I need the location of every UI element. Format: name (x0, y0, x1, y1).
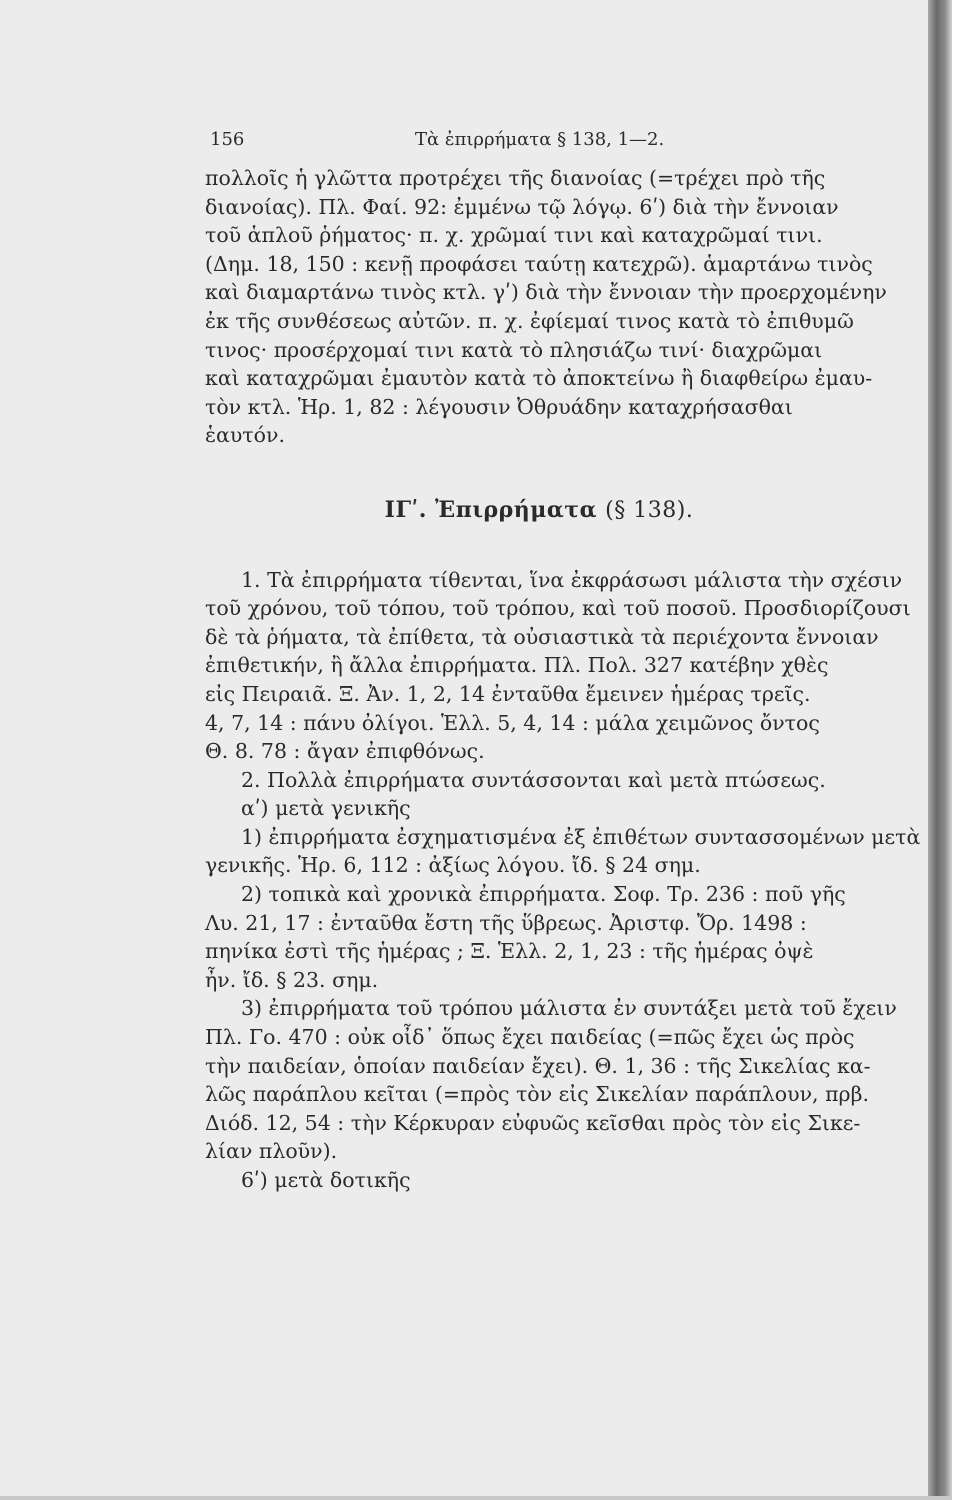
text-line: δὲ τὰ ῥήματα, τὰ ἐπίθετα, τὰ οὐσιαστικὰ τὰ περιέχοντα ἔννοιαν (205, 624, 879, 649)
text-line: τοῦ χρόνου, τοῦ τόπου, τοῦ τρόπου, καὶ τοῦ ποσοῦ. Προσδιορίζουσι (205, 596, 911, 621)
item-2 (205, 880, 873, 994)
section-heading-ref: (§ 138). (605, 497, 694, 523)
text-line: 2. Πολλὰ ἐπιρρήματα συντάσσονται καὶ μετὰ πτώσεως. (241, 767, 826, 792)
intro-paragraph (205, 164, 887, 450)
running-title: Τὰ ἐπιρρήματα § 138, 1—2. (415, 129, 665, 150)
page-number: 156 (210, 129, 245, 150)
text-line: εἰς Πειραιᾶ. Ξ. Ἀν. 1, 2, 14 ἐνταῦθα ἔμεινεν ἡμέρας τρεῖς. (205, 681, 811, 706)
subsection-beta (205, 1166, 873, 1195)
item-1 (205, 823, 921, 880)
running-head (205, 120, 873, 154)
paragraph-2 (205, 766, 873, 795)
text-line: λίαν πλοῦν). (205, 1139, 338, 1164)
text-line: διανοίας). Πλ. Φαί. 92: ἐμμένω τῷ λόγῳ. 6ʹ) διὰ τὴν ἔννοιαν (205, 194, 839, 219)
binding-edge (928, 0, 952, 1500)
text-line: 1) ἐπιρρήματα ἐσχηματισμένα ἐξ ἐπιθέτων συντασσομένων μετὰ (241, 824, 921, 849)
subsection-alpha (205, 794, 873, 823)
text-line: Πλ. Γο. 470 : οὐκ οἶδ᾽ ὅπως ἔχει παιδείας (=πῶς ἔχει ὡς πρὸς (205, 1025, 855, 1050)
text-line: Διόδ. 12, 54 : τὴν Κέρκυραν εὐφυῶς κεῖσθαι πρὸς τὸν εἰς Σικε- (205, 1110, 861, 1135)
text-line: 2) τοπικὰ καὶ χρονικὰ ἐπιρρήματα. Σοφ. Τρ. 236 : ποῦ γῆς (241, 882, 846, 907)
text-line: ἐκ τῆς συνθέσεως αὐτῶν. π. χ. ἐφίεμαί τινος κατὰ τὸ ἐπιθυμῶ (205, 308, 854, 333)
text-line: τὴν παιδείαν, ὁποίαν παιδείαν ἔχει). Θ. 1, 36 : τῆς Σικελίας κα- (205, 1053, 871, 1078)
text-line: 3) ἐπιρρήματα τοῦ τρόπου μάλιστα ἐν συντάξει μετὰ τοῦ ἔχειν (241, 996, 897, 1021)
text-line: τινος· προσέρχομαί τινι κατὰ τὸ πλησιάζω τινί· διαχρῶμαι (205, 337, 823, 362)
text-line: (Δημ. 18, 150 : κενῇ προφάσει ταύτῃ κατεχρῶ). ἁμαρτάνω τινὸς (205, 251, 873, 276)
text-line: καὶ καταχρῶμαι ἐμαυτὸν κατὰ τὸ ἀποκτείνω ἢ διαφθείρω ἐμαυ- (205, 366, 873, 391)
text-line: 1. Τὰ ἐπιρρήματα τίθενται, ἵνα ἐκφράσωσι μάλιστα τὴν σχέσιν (241, 567, 903, 592)
page-bottom-edge (0, 1496, 952, 1500)
text-line: γενικῆς. Ἡρ. 6, 112 : ἀξίως λόγου. ἴδ. § 24 σημ. (205, 853, 701, 878)
text-line: ἑαυτόν. (205, 423, 285, 448)
text-line: 4, 7, 14 : πάνυ ὀλίγοι. Ἑλλ. 5, 4, 14 : μάλα χειμῶνος ὄντος (205, 710, 820, 735)
item-3 (205, 994, 897, 1166)
text-line: Θ. 8. 78 : ἄγαν ἐπιφθόνως. (205, 739, 485, 764)
text-line: 6ʹ) μετὰ δοτικῆς (241, 1168, 411, 1192)
section-heading-title: ΙΓʹ. Ἐπιρρήματα (384, 496, 597, 523)
text-line: πολλοῖς ἡ γλῶττα προτρέχει τῆς διανοίας (=τρέχει πρὸ τῆς (205, 166, 826, 190)
page-content (205, 120, 921, 1195)
text-line: ἦν. ἴδ. § 23. σημ. (205, 967, 379, 992)
text-line: Λυ. 21, 17 : ἐνταῦθα ἔστη τῆς ὕβρεως. Ἀριστφ. Ὄρ. 1498 : (205, 910, 807, 935)
section-heading (205, 496, 873, 526)
text-line: αʹ) μετὰ γενικῆς (241, 796, 411, 821)
paragraph-1 (205, 566, 911, 766)
text-line: καὶ διαμαρτάνω τινὸς κτλ. γʹ) διὰ τὴν ἔννοιαν τὴν προερχομένην (205, 280, 887, 305)
text-line: πηνίκα ἐστὶ τῆς ἡμέρας ; Ξ. Ἑλλ. 2, 1, 23 : τῆς ἡμέρας ὀψὲ (205, 939, 814, 964)
text-line: ἐπιθετικήν, ἢ ἄλλα ἐπιρρήματα. Πλ. Πολ. 327 κατέβην χθὲς (205, 653, 829, 678)
text-line: λῶς παράπλου κεῖται (=πρὸς τὸν εἰς Σικελίαν παράπλουν, πρβ. (205, 1082, 869, 1107)
text-line: τοῦ ἁπλοῦ ῥήματος· π. χ. χρῶμαί τινι καὶ καταχρῶμαί τινι. (205, 223, 823, 248)
text-line: τὸν κτλ. Ἡρ. 1, 82 : λέγουσιν Ὀθρυάδην καταχρήσασθαι (205, 394, 793, 419)
